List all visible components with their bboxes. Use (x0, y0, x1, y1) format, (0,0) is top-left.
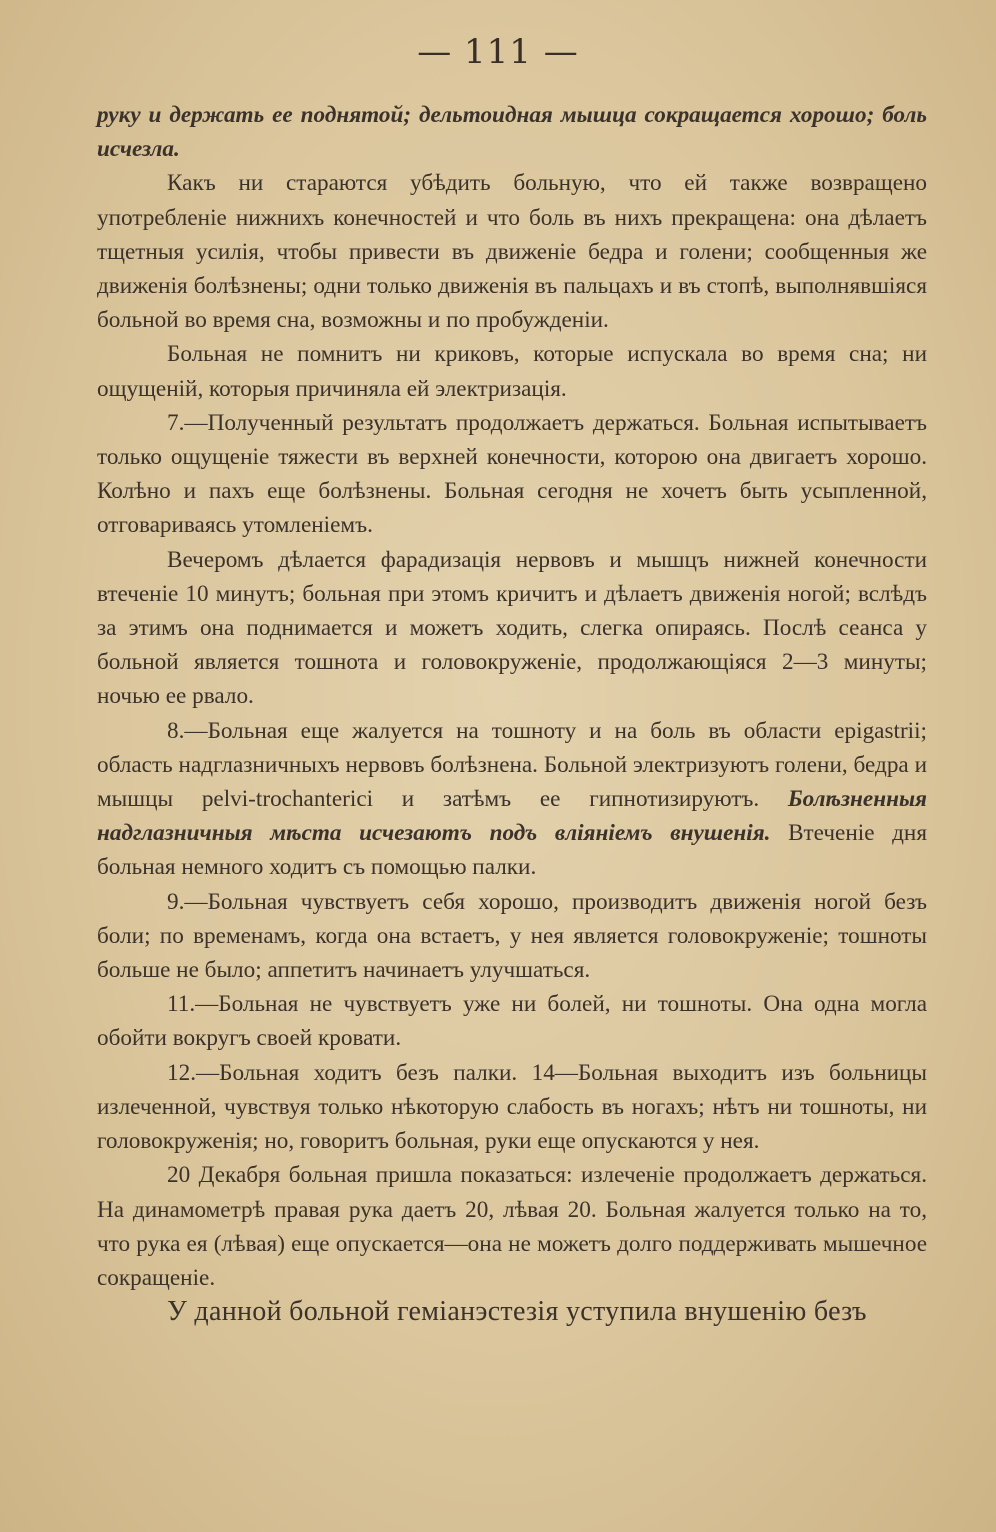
italic-text: Болѣзненныя надглазничныя мѣста исчезаютъ подъ вліяніемъ внушенія. (97, 786, 927, 847)
paragraph-text: Больная не помнитъ ни криковъ, которые испускала во время сна; ни ощущеній, которыя причиняла ей электризація. (97, 341, 927, 402)
body-text (97, 98, 927, 1329)
paragraph-text: Вечеромъ дѣлается фарадизація нервовъ и мышцъ нижней конечности втеченіе 10 минутъ; больная при этомъ кричитъ и дѣлаетъ движенія ногой; вслѣдъ за этимъ она поднимается и можетъ ходить, слегка опираясь. Послѣ сеанса у больной является тошнота и головокруженіе, продолжающіяся 2—3 минуты; ночью ее рвало. (97, 546, 927, 710)
italic-text: руку и держать ее поднятой; дельтоидная мышца сокращается хорошо; боль исчезла. (97, 102, 927, 163)
paragraph-text: 9.—Больная чувствуетъ себя хорошо, производитъ движенія ногой безъ боли; по временамъ, когда она встаетъ, у нея является головокруженіе; тошноты больше не было; аппетитъ начинаетъ улучшаться. (97, 888, 927, 984)
paragraph (97, 1056, 927, 1159)
paragraph-text: Какъ ни стараются убѣдить больную, что ей также возвращено употребленіе нижнихъ конечностей и что боль въ нихъ прекращена: она дѣлаетъ тщетныя усилія, чтобы привести въ движеніе бедра и голени; сообщенныя же движенія болѣзнены; одни только движенія въ пальцахъ и въ стопѣ, выполнявшіяся больной во время сна, возможны и по пробужденіи. (97, 170, 927, 334)
paragraph-text: 12.—Больная ходитъ безъ палки. 14—Больная выходитъ изъ больницы излеченной, чувствуя только нѣкоторую слабость въ ногахъ; нѣтъ ни тошноты, ни головокруженія; но, говоритъ больная, руки еще опускаются у нея. (97, 1059, 927, 1155)
paragraph (97, 98, 927, 166)
paragraph-text: У данной больной геміанэстезія уступила внушенію безъ (167, 1296, 867, 1328)
paragraph-text: 11.—Больная не чувствуетъ уже ни болей, ни тошноты. Она одна могла обойти вокругъ своей кровати. (97, 991, 927, 1052)
paragraph (97, 166, 927, 337)
paragraph-text: 7.—Полученный результатъ продолжаетъ держаться. Больная испытываетъ только ощущеніе тяжести въ верхней конечности, которою она двигаетъ хорошо. Колѣно и пахъ еще болѣзнены. Больная сегодня не хочетъ быть усыпленной, отговариваясь утомленіемъ. (97, 409, 927, 539)
paragraph (97, 406, 927, 543)
paragraph (97, 1295, 927, 1329)
paragraph (97, 714, 927, 885)
paragraph-text: Втеченіе дня больная немного ходитъ съ помощью палки. (97, 820, 927, 881)
paragraph (97, 987, 927, 1055)
paragraph (97, 337, 927, 405)
paragraph-text: 8.—Больная еще жалуется на тошноту и на боль въ области epigastrii; область надглазничныхъ нервовъ болѣзнена. Больной электризуютъ голени, бедра и мышцы pelvi-trochanterici и затѣмъ ее гипнотизируютъ. (97, 717, 927, 813)
paragraph-text: 20 Декабря больная пришла показаться: излеченіе продолжаетъ держаться. На динамометрѣ правая рука даетъ 20, лѣвая 20. Больная жалуется только на то, что рука ея (лѣвая) еще опускается—она не можетъ долго поддерживать мышечное сокращеніе. (97, 1162, 927, 1291)
paragraph (97, 885, 927, 988)
paragraph (97, 543, 927, 714)
page-number: — 111 — (417, 32, 579, 72)
paragraph (97, 1158, 927, 1295)
